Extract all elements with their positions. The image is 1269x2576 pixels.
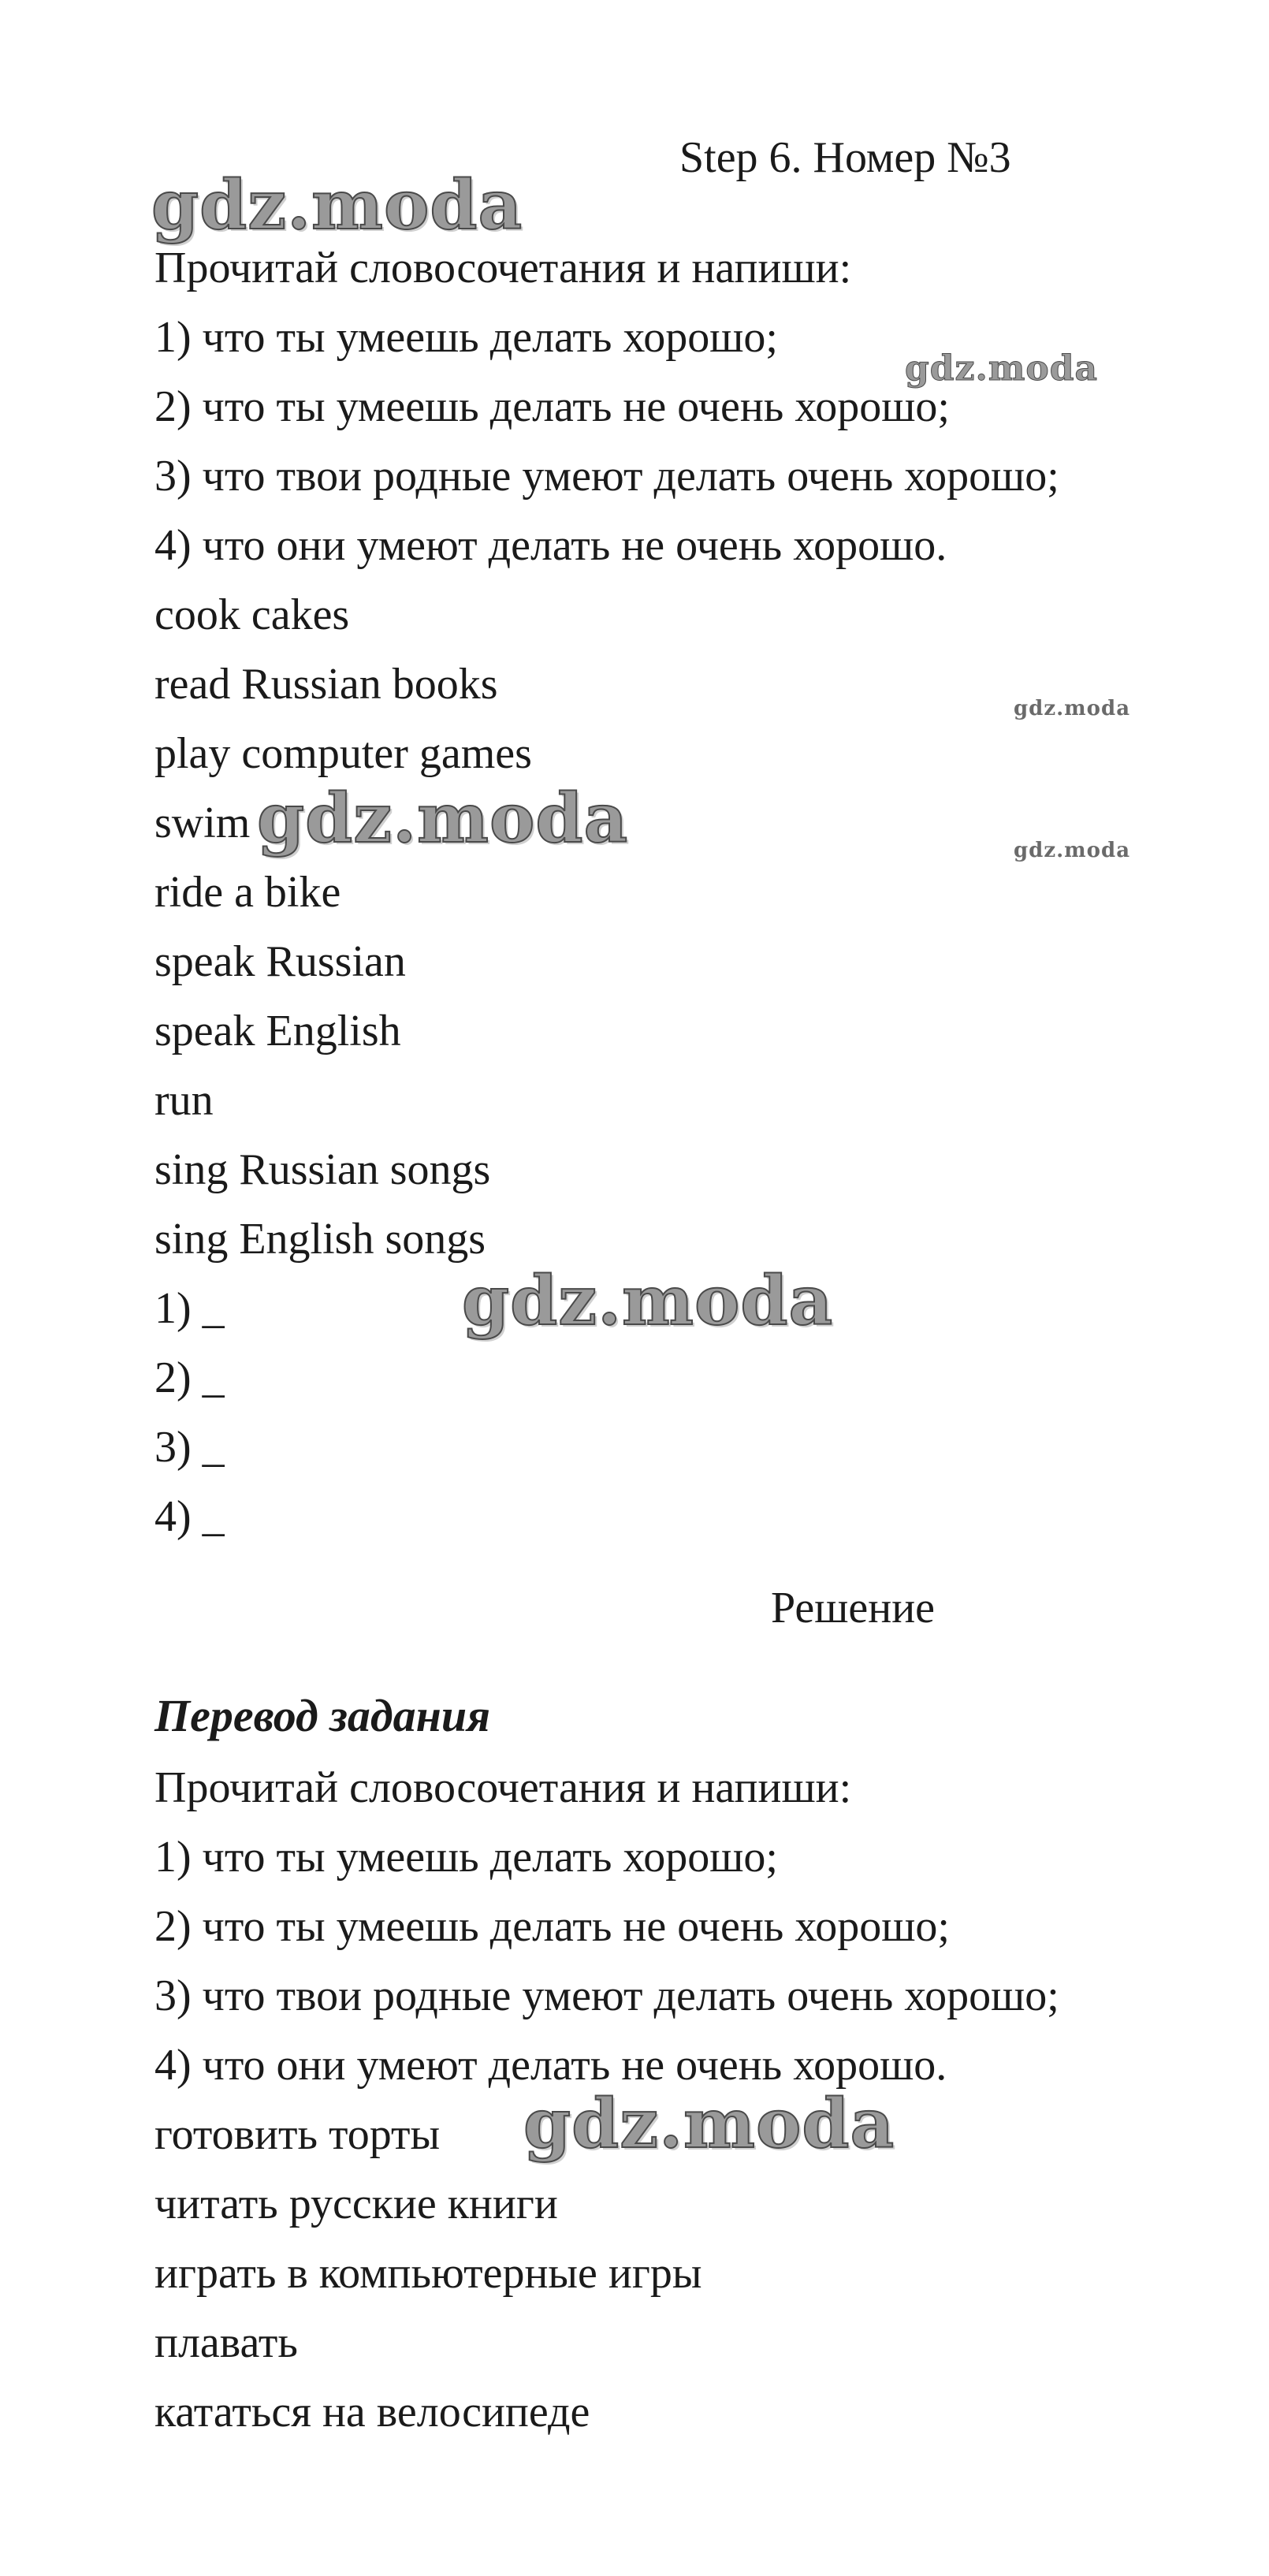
watermark-logo: gdz.moda <box>151 166 523 245</box>
task-instruction: Прочитай словосочетания и напиши: <box>154 244 852 292</box>
phrase-speak-english: speak English <box>154 1007 401 1055</box>
answer-blank-3: 3) _ <box>154 1423 225 1472</box>
phrase-sing-english-songs: sing English songs <box>154 1215 486 1264</box>
translation-item-3: 3) что твои родные умеют делать очень хорошо; <box>154 1971 1059 2020</box>
task-item-2: 2) что ты умеешь делать не очень хорошо; <box>154 382 950 431</box>
phrase-ride-a-bike: ride a bike <box>154 868 341 917</box>
translation-phrase-5: кататься на велосипеде <box>154 2388 590 2436</box>
translation-phrase-3: играть в компьютерные игры <box>154 2249 702 2298</box>
translation-phrase-1: готовить торты <box>154 2110 441 2159</box>
watermark-logo: gdz.moda <box>1014 697 1131 720</box>
answer-blank-2: 2) _ <box>154 1353 225 1402</box>
solution-title: Решение <box>771 1584 936 1632</box>
translation-phrase-2: читать русские книги <box>154 2180 558 2228</box>
task-item-3: 3) что твои родные умеют делать очень хорошо; <box>154 452 1059 501</box>
phrase-play-computer-games: play computer games <box>154 729 532 778</box>
phrase-read-russian-books: read Russian books <box>154 660 498 709</box>
watermark-logo: gdz.moda <box>1014 839 1131 862</box>
page-title: Step 6. Номер №3 <box>679 133 1011 182</box>
phrase-run: run <box>154 1076 214 1125</box>
translation-item-2: 2) что ты умеешь делать не очень хорошо; <box>154 1902 950 1951</box>
translation-heading: Перевод задания <box>154 1690 490 1741</box>
watermark-logo: gdz.moda <box>905 348 1099 389</box>
watermark-logo: gdz.moda <box>462 1261 834 1341</box>
phrase-sing-russian-songs: sing Russian songs <box>154 1145 491 1194</box>
phrase-swim: swim <box>154 798 251 847</box>
translation-instruction: Прочитай словосочетания и напиши: <box>154 1763 852 1812</box>
translation-phrase-4: плавать <box>154 2318 298 2367</box>
answer-blank-4: 4) _ <box>154 1492 225 1541</box>
phrase-cook-cakes: cook cakes <box>154 590 350 639</box>
answer-blank-1: 1) _ <box>154 1284 225 1333</box>
task-item-4: 4) что они умеют делать не очень хорошо. <box>154 521 947 570</box>
watermark-logo: gdz.moda <box>257 779 629 858</box>
translation-item-1: 1) что ты умеешь делать хорошо; <box>154 1833 778 1882</box>
task-item-1: 1) что ты умеешь делать хорошо; <box>154 313 778 362</box>
phrase-speak-russian: speak Russian <box>154 937 406 986</box>
translation-item-4: 4) что они умеют делать не очень хорошо. <box>154 2041 947 2090</box>
watermark-logo: gdz.moda <box>523 2084 895 2164</box>
